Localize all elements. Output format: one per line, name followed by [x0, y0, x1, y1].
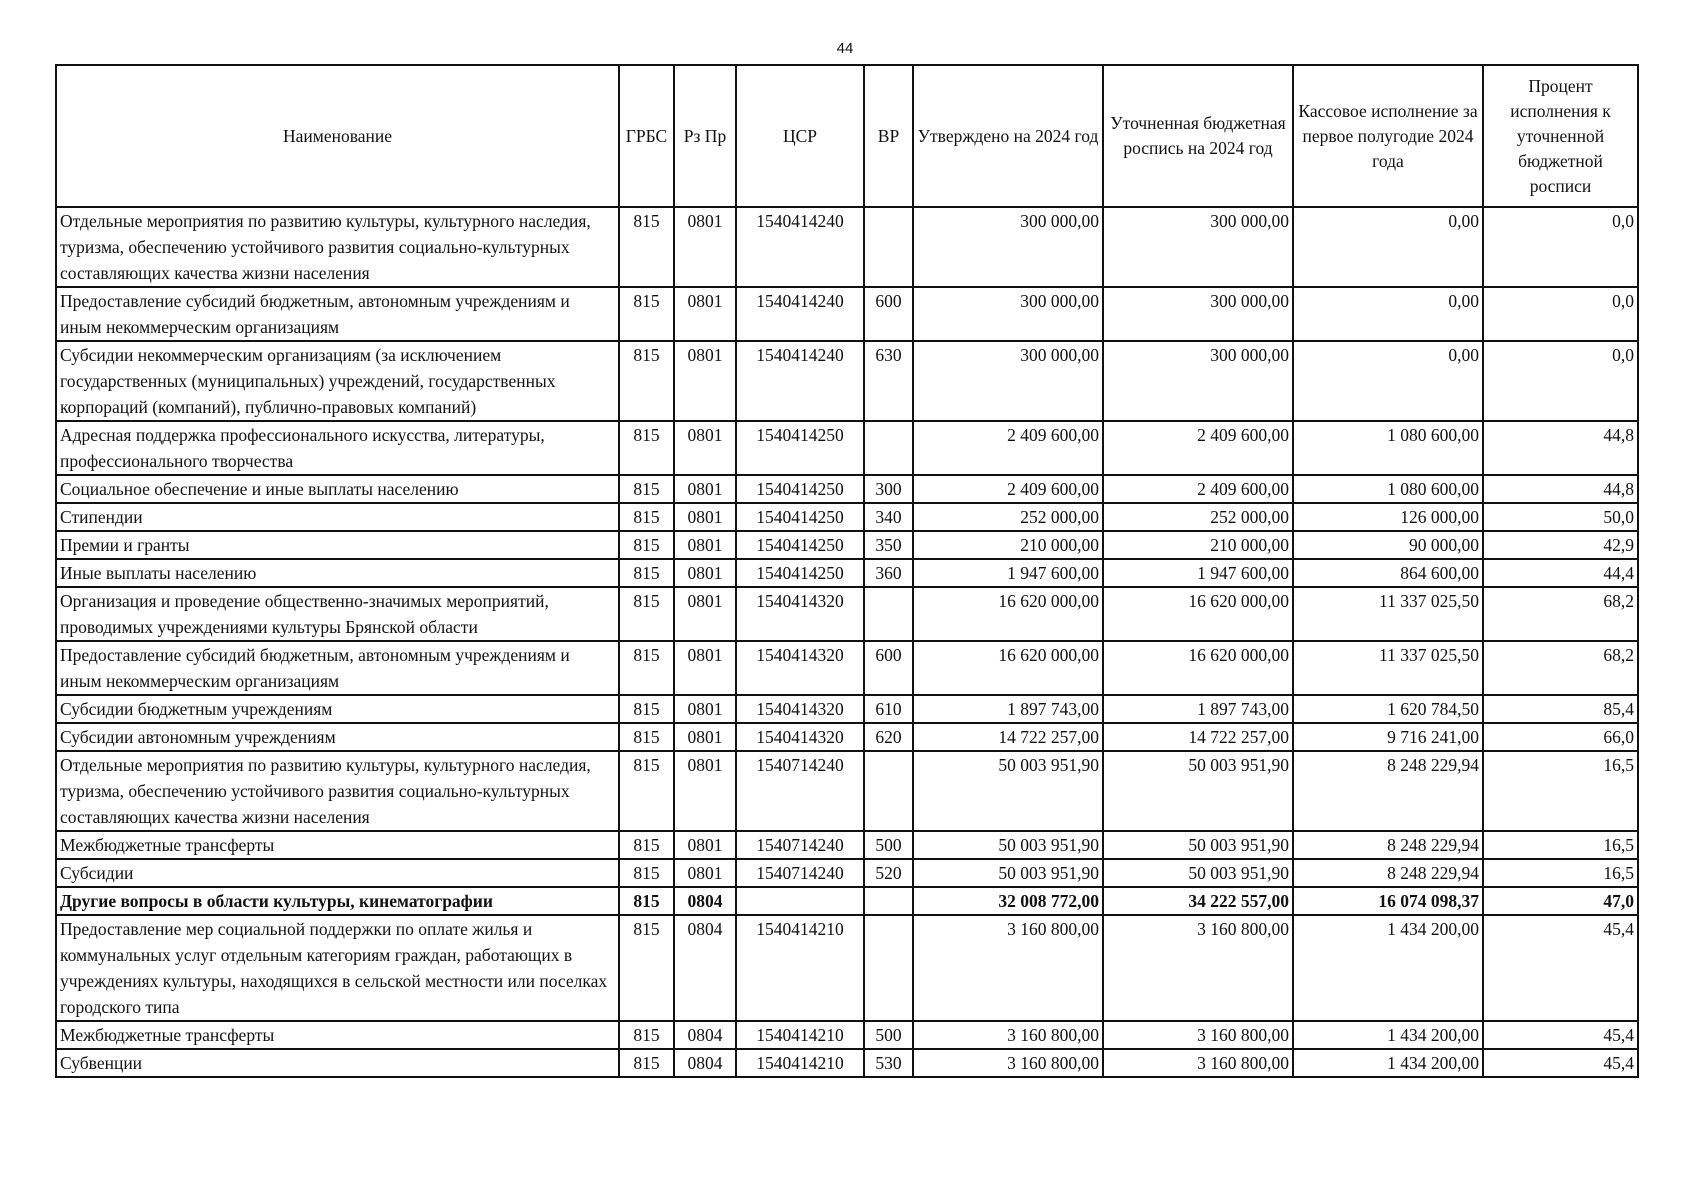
cell-name: Стипендии: [56, 503, 619, 531]
cell-percent: 45,4: [1483, 1021, 1638, 1049]
cell-approved: 3 160 800,00: [913, 1021, 1103, 1049]
cell-executed: 11 337 025,50: [1293, 641, 1483, 695]
cell-rzpr: 0801: [674, 341, 736, 421]
cell-grbs: 815: [619, 1049, 674, 1077]
cell-approved: 300 000,00: [913, 207, 1103, 287]
cell-executed: 1 080 600,00: [1293, 475, 1483, 503]
cell-vr: [864, 915, 913, 1021]
cell-refined: 50 003 951,90: [1103, 831, 1293, 859]
cell-percent: 50,0: [1483, 503, 1638, 531]
cell-rzpr: 0801: [674, 695, 736, 723]
cell-percent: 68,2: [1483, 641, 1638, 695]
cell-approved: 14 722 257,00: [913, 723, 1103, 751]
cell-csr: 1540414240: [736, 341, 864, 421]
cell-executed: 0,00: [1293, 207, 1483, 287]
cell-executed: 9 716 241,00: [1293, 723, 1483, 751]
header-approved: Утверждено на 2024 год: [913, 65, 1103, 207]
cell-grbs: 815: [619, 887, 674, 915]
cell-name: Другие вопросы в области культуры, кинематографии: [56, 887, 619, 915]
header-percent: Процент исполнения к уточненной бюджетной росписи: [1483, 65, 1638, 207]
cell-rzpr: 0801: [674, 831, 736, 859]
cell-vr: [864, 587, 913, 641]
table-row: [56, 475, 1638, 503]
cell-percent: 66,0: [1483, 723, 1638, 751]
cell-approved: 252 000,00: [913, 503, 1103, 531]
cell-rzpr: 0804: [674, 1049, 736, 1077]
table-row: [56, 887, 1638, 915]
cell-vr: [864, 887, 913, 915]
cell-approved: 2 409 600,00: [913, 421, 1103, 475]
table-row: [56, 287, 1638, 341]
header-csr: ЦСР: [736, 65, 864, 207]
cell-name: Адресная поддержка профессионального искусства, литературы, профессионального творчества: [56, 421, 619, 475]
table-body: [56, 207, 1638, 1077]
table-row: [56, 641, 1638, 695]
cell-csr: 1540414250: [736, 475, 864, 503]
cell-csr: 1540714240: [736, 859, 864, 887]
cell-rzpr: 0801: [674, 503, 736, 531]
cell-vr: 620: [864, 723, 913, 751]
cell-executed: 0,00: [1293, 287, 1483, 341]
cell-csr: 1540414320: [736, 641, 864, 695]
cell-csr: 1540414240: [736, 207, 864, 287]
cell-name: Премии и гранты: [56, 531, 619, 559]
cell-rzpr: 0801: [674, 641, 736, 695]
cell-executed: 1 434 200,00: [1293, 1049, 1483, 1077]
cell-rzpr: 0801: [674, 723, 736, 751]
cell-csr: 1540714240: [736, 751, 864, 831]
cell-executed: 0,00: [1293, 341, 1483, 421]
cell-refined: 1 947 600,00: [1103, 559, 1293, 587]
cell-vr: [864, 751, 913, 831]
cell-csr: 1540714240: [736, 831, 864, 859]
cell-name: Субсидии: [56, 859, 619, 887]
cell-grbs: 815: [619, 531, 674, 559]
cell-percent: 68,2: [1483, 587, 1638, 641]
cell-approved: 50 003 951,90: [913, 831, 1103, 859]
cell-executed: 1 620 784,50: [1293, 695, 1483, 723]
header-name: Наименование: [56, 65, 619, 207]
cell-csr: 1540414320: [736, 723, 864, 751]
cell-percent: 85,4: [1483, 695, 1638, 723]
cell-refined: 300 000,00: [1103, 207, 1293, 287]
cell-grbs: 815: [619, 207, 674, 287]
cell-approved: 2 409 600,00: [913, 475, 1103, 503]
cell-name: Субсидии бюджетным учреждениям: [56, 695, 619, 723]
cell-approved: 1 897 743,00: [913, 695, 1103, 723]
table-row: [56, 503, 1638, 531]
cell-vr: [864, 421, 913, 475]
cell-rzpr: 0801: [674, 751, 736, 831]
cell-rzpr: 0801: [674, 421, 736, 475]
cell-executed: 864 600,00: [1293, 559, 1483, 587]
cell-csr: 1540414320: [736, 587, 864, 641]
table-row: [56, 341, 1638, 421]
cell-name: Предоставление мер социальной поддержки по оплате жилья и коммунальных услуг отдельным категориям граждан, работающих в учреждениях культуры, находящихся в сельской местности или поселках городского типа: [56, 915, 619, 1021]
cell-csr: 1540414320: [736, 695, 864, 723]
cell-name: Межбюджетные трансферты: [56, 1021, 619, 1049]
table-row: [56, 207, 1638, 287]
cell-executed: 1 080 600,00: [1293, 421, 1483, 475]
cell-name: Отдельные мероприятия по развитию культуры, культурного наследия, туризма, обеспечению устойчивого развития социально-культурных составляющих качества жизни населения: [56, 207, 619, 287]
table-row: [56, 831, 1638, 859]
cell-grbs: 815: [619, 1021, 674, 1049]
cell-grbs: 815: [619, 831, 674, 859]
cell-approved: 300 000,00: [913, 341, 1103, 421]
cell-name: Субвенции: [56, 1049, 619, 1077]
table-row: [56, 859, 1638, 887]
table-row: [56, 751, 1638, 831]
cell-csr: [736, 887, 864, 915]
cell-percent: 16,5: [1483, 751, 1638, 831]
cell-executed: 11 337 025,50: [1293, 587, 1483, 641]
cell-rzpr: 0801: [674, 559, 736, 587]
cell-approved: 3 160 800,00: [913, 915, 1103, 1021]
table-row: [56, 421, 1638, 475]
cell-grbs: 815: [619, 587, 674, 641]
cell-csr: 1540414240: [736, 287, 864, 341]
cell-grbs: 815: [619, 859, 674, 887]
cell-refined: 50 003 951,90: [1103, 751, 1293, 831]
cell-grbs: 815: [619, 641, 674, 695]
header-refined: Уточненная бюджетная роспись на 2024 год: [1103, 65, 1293, 207]
table-header-row: [56, 65, 1638, 207]
cell-executed: 8 248 229,94: [1293, 831, 1483, 859]
cell-grbs: 815: [619, 503, 674, 531]
cell-grbs: 815: [619, 559, 674, 587]
cell-vr: 350: [864, 531, 913, 559]
table-row: [56, 695, 1638, 723]
table-row: [56, 559, 1638, 587]
cell-percent: 45,4: [1483, 1049, 1638, 1077]
cell-vr: 520: [864, 859, 913, 887]
cell-refined: 14 722 257,00: [1103, 723, 1293, 751]
cell-vr: 600: [864, 641, 913, 695]
cell-rzpr: 0801: [674, 531, 736, 559]
cell-approved: 300 000,00: [913, 287, 1103, 341]
cell-grbs: 815: [619, 421, 674, 475]
table-row: [56, 1021, 1638, 1049]
cell-name: Предоставление субсидий бюджетным, автономным учреждениям и иным некоммерческим организациям: [56, 641, 619, 695]
header-grbs: ГРБС: [619, 65, 674, 207]
cell-grbs: 815: [619, 915, 674, 1021]
cell-percent: 47,0: [1483, 887, 1638, 915]
cell-executed: 90 000,00: [1293, 531, 1483, 559]
cell-rzpr: 0804: [674, 915, 736, 1021]
cell-executed: 8 248 229,94: [1293, 859, 1483, 887]
cell-refined: 3 160 800,00: [1103, 915, 1293, 1021]
page-number: 44: [836, 40, 854, 57]
cell-percent: 16,5: [1483, 831, 1638, 859]
cell-refined: 16 620 000,00: [1103, 587, 1293, 641]
cell-refined: 300 000,00: [1103, 341, 1293, 421]
cell-vr: 360: [864, 559, 913, 587]
cell-csr: 1540414210: [736, 1049, 864, 1077]
cell-percent: 0,0: [1483, 287, 1638, 341]
cell-vr: 500: [864, 831, 913, 859]
cell-vr: 630: [864, 341, 913, 421]
cell-executed: 16 074 098,37: [1293, 887, 1483, 915]
cell-csr: 1540414210: [736, 1021, 864, 1049]
cell-csr: 1540414210: [736, 915, 864, 1021]
budget-table: [55, 64, 1639, 1078]
cell-approved: 16 620 000,00: [913, 641, 1103, 695]
cell-refined: 2 409 600,00: [1103, 421, 1293, 475]
cell-vr: 300: [864, 475, 913, 503]
cell-name: Организация и проведение общественно-значимых мероприятий, проводимых учреждениями культуры Брянской области: [56, 587, 619, 641]
cell-approved: 16 620 000,00: [913, 587, 1103, 641]
cell-percent: 42,9: [1483, 531, 1638, 559]
cell-approved: 32 008 772,00: [913, 887, 1103, 915]
cell-grbs: 815: [619, 751, 674, 831]
cell-refined: 1 897 743,00: [1103, 695, 1293, 723]
table-row: [56, 531, 1638, 559]
cell-percent: 44,8: [1483, 475, 1638, 503]
cell-grbs: 815: [619, 723, 674, 751]
cell-refined: 16 620 000,00: [1103, 641, 1293, 695]
cell-csr: 1540414250: [736, 503, 864, 531]
cell-approved: 50 003 951,90: [913, 859, 1103, 887]
cell-refined: 50 003 951,90: [1103, 859, 1293, 887]
header-rzpr: Рз Пр: [674, 65, 736, 207]
cell-approved: 50 003 951,90: [913, 751, 1103, 831]
cell-grbs: 815: [619, 475, 674, 503]
cell-vr: 610: [864, 695, 913, 723]
cell-percent: 0,0: [1483, 207, 1638, 287]
table-row: [56, 915, 1638, 1021]
header-vr: ВР: [864, 65, 913, 207]
cell-vr: 500: [864, 1021, 913, 1049]
table-row: [56, 723, 1638, 751]
cell-vr: 600: [864, 287, 913, 341]
cell-percent: 44,8: [1483, 421, 1638, 475]
cell-refined: 34 222 557,00: [1103, 887, 1293, 915]
cell-refined: 252 000,00: [1103, 503, 1293, 531]
cell-grbs: 815: [619, 695, 674, 723]
cell-rzpr: 0804: [674, 1021, 736, 1049]
cell-approved: 210 000,00: [913, 531, 1103, 559]
cell-vr: [864, 207, 913, 287]
cell-rzpr: 0801: [674, 859, 736, 887]
cell-approved: 3 160 800,00: [913, 1049, 1103, 1077]
cell-refined: 210 000,00: [1103, 531, 1293, 559]
cell-rzpr: 0801: [674, 475, 736, 503]
cell-executed: 126 000,00: [1293, 503, 1483, 531]
cell-refined: 300 000,00: [1103, 287, 1293, 341]
cell-percent: 44,4: [1483, 559, 1638, 587]
cell-executed: 1 434 200,00: [1293, 1021, 1483, 1049]
cell-executed: 1 434 200,00: [1293, 915, 1483, 1021]
cell-csr: 1540414250: [736, 421, 864, 475]
cell-percent: 16,5: [1483, 859, 1638, 887]
cell-grbs: 815: [619, 287, 674, 341]
cell-refined: 3 160 800,00: [1103, 1021, 1293, 1049]
cell-rzpr: 0801: [674, 587, 736, 641]
cell-rzpr: 0804: [674, 887, 736, 915]
cell-grbs: 815: [619, 341, 674, 421]
header-executed: Кассовое исполнение за первое полугодие 2024 года: [1293, 65, 1483, 207]
cell-refined: 3 160 800,00: [1103, 1049, 1293, 1077]
cell-csr: 1540414250: [736, 559, 864, 587]
table-row: [56, 1049, 1638, 1077]
cell-name: Субсидии некоммерческим организациям (за исключением государственных (муниципальных) учреждений, государственных корпораций (компаний), публично-правовых компаний): [56, 341, 619, 421]
cell-name: Иные выплаты населению: [56, 559, 619, 587]
cell-approved: 1 947 600,00: [913, 559, 1103, 587]
cell-name: Предоставление субсидий бюджетным, автономным учреждениям и иным некоммерческим организациям: [56, 287, 619, 341]
cell-name: Отдельные мероприятия по развитию культуры, культурного наследия, туризма, обеспечению устойчивого развития социально-культурных составляющих качества жизни населения: [56, 751, 619, 831]
cell-percent: 45,4: [1483, 915, 1638, 1021]
cell-name: Социальное обеспечение и иные выплаты населению: [56, 475, 619, 503]
cell-rzpr: 0801: [674, 207, 736, 287]
table-row: [56, 587, 1638, 641]
cell-vr: 530: [864, 1049, 913, 1077]
cell-executed: 8 248 229,94: [1293, 751, 1483, 831]
cell-name: Межбюджетные трансферты: [56, 831, 619, 859]
cell-refined: 2 409 600,00: [1103, 475, 1293, 503]
cell-vr: 340: [864, 503, 913, 531]
cell-percent: 0,0: [1483, 341, 1638, 421]
cell-rzpr: 0801: [674, 287, 736, 341]
cell-csr: 1540414250: [736, 531, 864, 559]
cell-name: Субсидии автономным учреждениям: [56, 723, 619, 751]
